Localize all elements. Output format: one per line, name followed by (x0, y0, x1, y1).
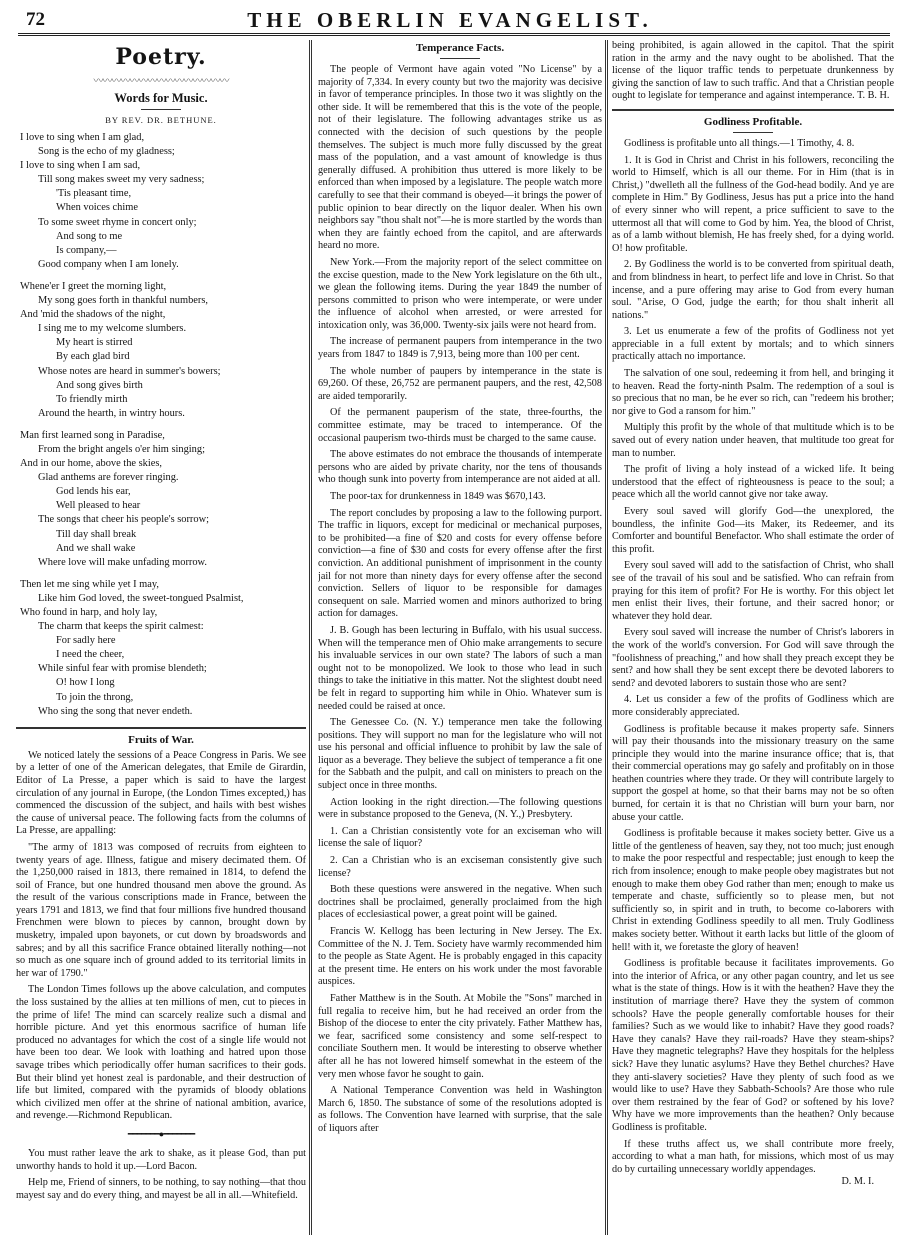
paragraph: J. B. Gough has been lecturing in Buffalo, with his usual success. When will the temperance men of Ohio make arrangements to secure his invaluable services in our own state? The labors of such a man ought not to be monopolized. We look to those who lead in such things to take the initiative in this matter. Not the slightest doubt need be felt in regard to supporting him while in Ohio. Whatever sum is needed could be raised at once. (318, 624, 602, 712)
poem-line: When voices chime (56, 202, 138, 214)
paragraph: If these truths affect us, we shall contribute more freely, according to what a man hath, for missions, which most of us may do by curtailing unnecessary worldly appendages. (612, 1138, 894, 1175)
poem-line: Till day shall break (56, 528, 137, 540)
poem-line: Glad anthems are forever ringing. (38, 472, 179, 484)
column-divider (309, 40, 312, 1235)
poem-line: God lends his ear, (56, 486, 131, 498)
masthead: THE OBERLIN EVANGELIST. (247, 8, 653, 32)
paragraph: The report concludes by proposing a law to the following purport. The traffic in liquors, except for medicinal or mechanical purposes, to be prohibited—a fine of $20 and costs for every offense before conviction—a fine of $30 and costs for every offense after the first conviction. An additional punishment of imprisonment in the county jail for not more than ninety days for every offense after the second conviction. Sellers of liquor to be responsible for damages consequent on sale. Married women and minors authorized to bring action for damages. (318, 507, 602, 620)
poem-stanza (16, 429, 306, 570)
short-rule (733, 132, 773, 133)
poem-line: Till song makes sweet my very sadness; (38, 174, 205, 186)
continued-paragraph: being prohibited, is again allowed in the capitol. That the spirit ration in the army and the navy ought to be abolished. That the license of the liquor traffic tends to perpetuate drunkenness by giving the sanction of law to such traffic. And that a Christian people ought to legislate for temperance and against intemperance. T. B. H. (612, 40, 894, 102)
article-temperance-facts (318, 64, 602, 1136)
article-fruits-of-war (16, 750, 306, 1123)
poem-line: And song gives birth (56, 379, 143, 391)
paragraph: The poor-tax for drunkenness in 1849 was $670,143. (330, 491, 546, 502)
paragraph: Godliness is profitable because it makes property safe. Sinners will pay their thousands into the missionary treasury on the same principle they would into the marine insurance office; that is, that their commercial operations may go safely and profitably on in those heathen countries where they trade. Or they will contribute largely to support the gospel at home, so that their barns may not be so often burned, for certain it is that no Christian will burn your barn, nor abuse your cattle. (612, 723, 894, 823)
column-divider (605, 40, 608, 1235)
paragraph: 3. Let us enumerate a few of the profits of Godliness not yet appreciable in a full extent by mortals; and to which sinners practically attach no importance. (612, 326, 894, 363)
paragraph: 2. By Godliness the world is to be converted from spiritual death, and from blindness in heart, to perfect life and love in Christ. So that incense, and a pure offering may arise to God from every human soul. "Arise, O God, judge the earth; for thou shalt inherit all nations." (612, 259, 894, 321)
quotes-block (16, 1148, 306, 1202)
poem-line: Whene'er I greet the morning light, (20, 280, 167, 292)
paragraph: The salvation of one soul, redeeming it from hell, and bringing it to heaven. Read the forty-ninth Psalm. The redemption of a soul is so precious that no man, be he ever so rich, can "redeem his brother; nor give to God a ransom for him." (612, 368, 894, 417)
poem-line: Who found in harp, and holy lay, (20, 607, 158, 618)
paragraph: The whole number of paupers by intemperance in the state is 69,260. Of these, 26,752 are permanent paupers, and the rest, 42,508 are aided temporarily. (318, 365, 602, 402)
paragraph: 2. Can a Christian who is an exciseman consistently give such license? (318, 855, 602, 879)
quote-paragraph: You must rather leave the ark to shake, as it please God, than put unworthy hands to hold it up.—Lord Bacon. (16, 1147, 306, 1172)
poem-line: O! how I long (56, 677, 115, 689)
poem-line: The songs that cheer his people's sorrow; (38, 514, 209, 526)
poem-line: I sing me to my welcome slumbers. (38, 323, 187, 335)
paragraph: Father Matthew is in the South. At Mobile the "Sons" marched in full regalia to receive him, but he had received an order from the Bishop of the diocese to enter the city privately. Father Matthew has, we fear, sacrificed some consistency and some self-respect to conciliate Southern men. It would be interesting to observe whether after all he has not lowered himself somewhat in the esteem of the very men whose favor he sought to gain. (318, 992, 602, 1080)
poem-body (16, 131, 306, 719)
paragraph: Action looking in the right direction.—The following questions were in substance proposed to the Geneva, (N. Y.,) Presbytery. (318, 796, 602, 821)
paragraph: The increase of permanent paupers from intemperance in the two years from 1847 to 1849 is 7,913, being more than 100 per cent. (318, 336, 602, 361)
column-temperance (318, 40, 602, 1235)
poem-line: Like him God loved, the sweet-tongued Psalmist, (38, 592, 244, 604)
poem-stanza (16, 131, 306, 272)
paragraph: Every soul saved will add to the satisfaction of Christ, who shall see of the travail of his soul and be satisfied. Who can refrain from praying for this item of profit? For He is worthy. For this object let men enlist their lives, their fortune, and their sacred honor; or whatever they hold dear. (612, 560, 894, 622)
paragraph: Godliness is profitable because it facilitates improvements. Go into the interior of Africa, or any other pagan country, and let us see what is the state of things. How is it with the heathen? Have they the institution of marriage there? Have they the system of common schools? Have the people generally comfortable houses for their families? Such as we would like to inhabit? Have they good roads? Have they canals? Have they rail-roads? Have they steam-ships? Have they magnetic telegraphs? Have they hospitals for the helpless sick? Have they lunatic asylums? Have they Bethel churches? Have they anti-slavery societies? Have they plenty of such food as we would like to use? Have they Sabbath-Schools? Are those who rule over them restrained by the fear of God? or softened by his love? Why have we more improvements than the heathen? Only because Godliness is profitable. (612, 958, 894, 1133)
section-rule (16, 727, 306, 729)
poem-line: Then let me sing while yet I may, (20, 578, 159, 590)
article-title-godliness-profitable: Godliness Profitable. (703, 115, 803, 128)
short-rule (141, 109, 181, 110)
paragraph: Every soul saved will increase the number of Christ's laborers in the work of the world's conversion. For God will save through the "foolishness of preaching," and how shall they preach except they be sent? and how shall they be sent except there be devoted laborers to send? and devoted laborers to sustain those who are sent? (612, 627, 894, 689)
page-header (0, 0, 900, 34)
wavy-ornament: 〰〰〰〰〰〰〰〰〰〰〰〰〰〰〰 (93, 76, 229, 87)
header-rule (18, 33, 890, 36)
poem-line: To some sweet rhyme in concert only; (38, 216, 197, 228)
poem-line: 'Tis pleasant time, (56, 188, 132, 200)
poem-line: Good company when I am lonely. (38, 258, 179, 270)
paragraph: "The army of 1813 was composed of recruits from eighteen to twenty years of age. Illness, fatigue and misery decimated them. Of the 1,250,000 raised in 1813, there remained in 1814, to defend the soil of France, but one hundred thousand men above the ground. As the result of the various conscriptions made in France, between the years 1791 and 1813, we find that four millions five hundred thousand Frenchmen were blown to pieces by cannon, brought down by musketry, impaled upon bayonets, or cut down by broadswords and sabres; and by all this sacrifice France obtained literally nothing—not so much as one square inch of ground added to its territorial limits in her war of 1790." (16, 841, 306, 979)
paragraph: The above estimates do not embrace the thousands of intemperate persons who are aided by private charity, nor the tens of thousands who though sunk into poverty from intemperance are not aided at all. (318, 449, 602, 486)
paragraph: Every soul saved will glorify God—the unexplored, the boundless, the infinite God—its Maker, its Redeemer, and its Comforter and bountiful Benefactor. Who shall estimate the order of this profit. (612, 506, 894, 555)
paragraph: New York.—From the majority report of the select committee on the excise question, made to the New York legislature on the 6th ult., we glean the following items. During the year 1849 the number of persons committed to prison who were intemperate, or were under the influence of alcohol when arrested, or were arrested for intoxication only, was 36,000. Twenty-six jails were not heard from. (318, 256, 602, 331)
paragraph: 1. Can a Christian consistently vote for an exciseman who will license the sale of liquor? (318, 825, 602, 850)
column-poetry (16, 40, 306, 1235)
paragraph: 4. Let us consider a few of the profits of Godliness which are more considerably appreciated. (612, 694, 894, 718)
paragraph: A National Temperance Convention was held in Washington March 6, 1850. The substance of some of the resolutions adopted is as follows. The Convention have learned with surprise, that the sale of liquors after (318, 1085, 602, 1134)
poem-byline: BY REV. DR. BETHUNE. (105, 115, 217, 125)
article-title-fruits-of-war: Fruits of War. (128, 733, 194, 746)
poem-line: My heart is stirred (56, 337, 133, 349)
paragraph: Multiply this profit by the whole of that multitude which is to be saved out of every nation under heaven, that multitude too great for man to number. (612, 422, 894, 459)
paragraph: Godliness is profitable because it makes society better. Give us a little of the gentleness of heaven, say they, not too much; just enough to make the poor respectful and respectable; just enough to keep the rich from insolence; enough to make people obey magistrates but not enough to make them obey God rather than men; enough to make us temperate and chaste, sufficiently so to please men, but not sufficiently so, in spirit and in truth, to become co-laborers with Christ in extending Godliness speedily to all men. Truly Godliness makes society better. Without it earth lacks but little of the gloom of hell! with it, we foretaste the glory of heaven! (612, 828, 894, 953)
poem-line: And we shall wake (56, 542, 136, 554)
poem-line: For sadly here (56, 635, 116, 647)
poem-line: From the bright angels o'er him singing; (38, 443, 205, 455)
poem-line: Well pleased to hear (56, 500, 141, 512)
poem-title: Words for Music. (114, 91, 208, 105)
poem-line: And 'mid the shadows of the night, (20, 309, 166, 321)
page-number: 72 (26, 9, 45, 30)
author-signature: D. M. I. (841, 1176, 874, 1188)
poem-stanza (16, 578, 306, 719)
poem-line: I love to sing when I am glad, (20, 132, 145, 143)
poem-line: By each glad bird (56, 351, 130, 363)
paragraph: 1. It is God in Christ and Christ in his followers, reconciling the world to Himself, which is all our theme. For in Him (that is in Christ,) "dwelleth all the fullness of the God-head bodily. And ye are complete in Him." By Godliness, Jesus has put a price into the hand of every sinner who will repent, a price sufficient to save to the uttermost all that will come to God by him. Yea, the blood of Christ, as of a lamb without blemish, He has freely shed, for a dying world. O! how profitable. (612, 154, 894, 254)
poem-line: To friendly mirth (56, 393, 128, 405)
poem-line: Where love will make unfading morrow. (38, 556, 207, 568)
poem-line: To join the throng, (56, 691, 134, 703)
poem-line: Man first learned song in Paradise, (20, 429, 165, 441)
poem-line: I need the cheer, (56, 649, 125, 661)
poem-line: And song to me (56, 230, 123, 242)
poem-line: The charm that keeps the spirit calmest: (38, 621, 204, 633)
article-godliness-profitable (612, 138, 894, 1176)
paragraph: Francis W. Kellogg has been lecturing in New Jersey. The Ex. Committee of the N. J. Tem. Society have warmly recommended him to the people as State Agent. He is probably engaged in this capacity at the present time. He enters on his work under the most favorable auspices. (318, 926, 602, 988)
ornament-divider: ━━━━━━━●━━━━━━━ (127, 1128, 195, 1139)
poem-line: I love to sing when I am sad, (20, 160, 141, 172)
poem-line: Around the hearth, in wintry hours. (38, 407, 185, 419)
paragraph: The London Times follows up the above calculation, and computes the loss sustained by the allies at ten millions of men, cut to pieces in the prime of life! The mind can scarcely realize such a dismal and horrible picture. And yet this enormous sacrifice of human life produced no advantages for which the cost of a single life would not have been too dear. We look with loathing and hatred upon those savage tribes which periodically offer human sacrifices to their gods. But their blind yet honest zeal is pardonable, and their destruction of life but limited, compared with the pyramids of bloody oblations which civilized men offer at the shrine of national ambition, avarice, and revenge.—Richmond Republican. (16, 984, 306, 1122)
poem-line: Who sing the song that never endeth. (38, 705, 193, 717)
paragraph: Godliness is profitable unto all things.—1 Timothy, 4. 8. (624, 137, 855, 149)
paragraph: Both these questions were answered in the negative. When such doctrines shall be proclaimed, generally proclaimed from the high places of ecclesiastical power, a great point will be gained. (318, 884, 602, 921)
paragraph: The Genessee Co. (N. Y.) temperance men take the following positions. They will support no man for the legislature who will not use his personal and official influence to prohibit by law the sale of liquor as a beverage. They believe the subject of temperance a fit one for the Sabbath and the pulpit, and call on ministers to preach on the subject once in three months. (318, 717, 602, 792)
section-title-poetry: Poetry. (115, 44, 207, 70)
poem-line: Whose notes are heard in summer's bowers; (38, 365, 221, 377)
poem-line: Song is the echo of my gladness; (38, 146, 175, 158)
short-rule (440, 58, 480, 59)
poem-line: While sinful fear with promise blendeth; (38, 663, 207, 675)
paragraph: We noticed lately the sessions of a Peace Congress in Paris. We see by a letter of one of the American delegates, that Emile de Girardin, Editor of La Presse, a paper which is said to have the largest circulation of any journal in Europe, (the London Times excepted,) has commenced the discussion of the subject, and hails with best wishes the cause of universal peace. The following facts from the columns of La Presse, are appalling: (16, 749, 306, 837)
section-rule (612, 109, 894, 111)
quote-paragraph: Help me, Friend of sinners, to be nothing, to say nothing—that thou mayest say and do every thing, and mayest be all in all.—Whitefield. (16, 1177, 306, 1201)
column-godliness (612, 40, 894, 1235)
poem-line: Is company,— (56, 244, 117, 256)
paragraph: The profit of living a holy instead of a wicked life. It being understood that the effect of righteousness is peace to the soul; a peace which all the world cannot give nor take away. (612, 464, 894, 501)
poem-stanza (16, 280, 306, 421)
paragraph: The people of Vermont have again voted "No License" by a majority of 7,334. In every county but two the majority was decisive in favor of temperance principles. In those two it was slightly on the other side. It will be remembered that this is the vote of the people, not of their legislature. The following advantages strike us as connected with the decision of such questions by the people themselves. The subject is much more fully discussed by the great mass of the population, and a vast amount of knowledge is thus generally diffused. A prohibition thus uttered is more likely to be enforced than when imposed by a legislature. The people watch more carefully to see that their command is obeyed—it brings the power of public opinion to bear directly on the liquor dealer. When his own neighbors say "thou shalt not"—he is more startled by the words than when they are faintly echoed from the capitol, and are afterwards heard no more. (318, 64, 602, 252)
article-title-temperance-facts: Temperance Facts. (415, 42, 505, 54)
poem-line: My song goes forth in thankful numbers, (38, 295, 208, 307)
poem-line: And in our home, above the skies, (20, 458, 162, 470)
paragraph: Of the permanent pauperism of the state, three-fourths, the committee estimate, may be traced to intemperance. Of the occasional pauperism two-thirds must be charged to the same cause. (318, 407, 602, 444)
